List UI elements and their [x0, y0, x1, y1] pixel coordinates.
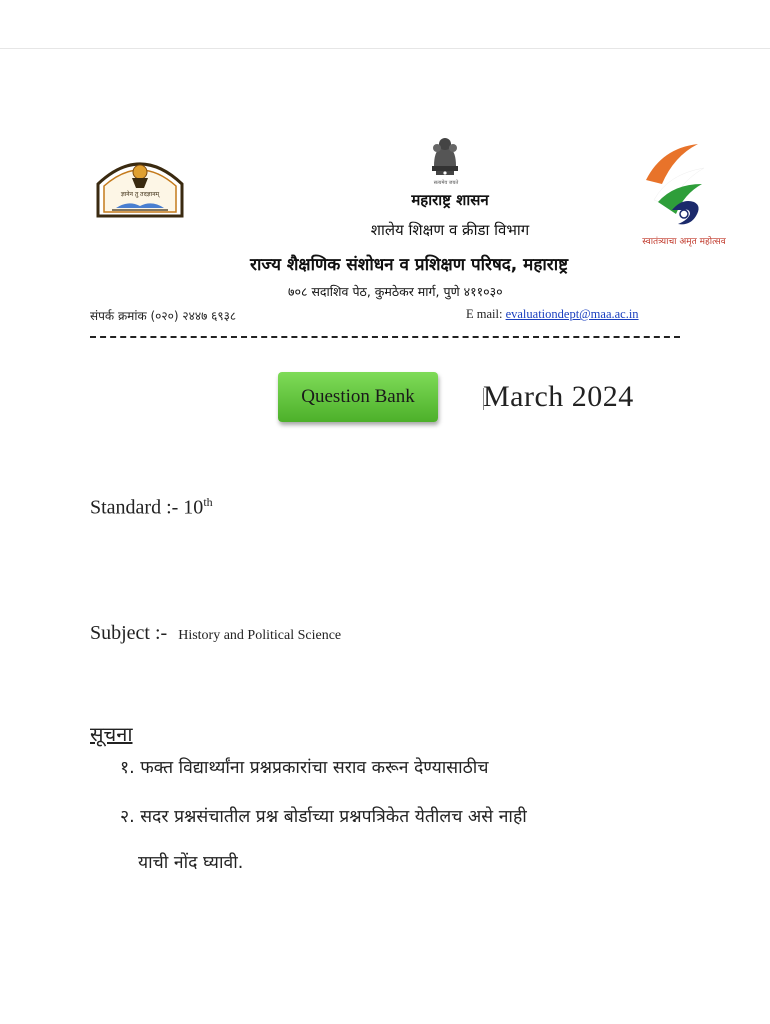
standard-line — [90, 495, 213, 520]
standard-suffix: th — [203, 495, 213, 509]
top-divider — [0, 48, 770, 49]
subject-line — [90, 622, 341, 645]
address: ७०८ सदाशिव पेठ, कुमठेकर मार्ग, पुणे ४११०३० — [288, 284, 503, 299]
month-year: March 2024 — [483, 380, 634, 413]
govt-title: महाराष्ट्र शासन — [411, 191, 489, 209]
subject-label: Subject :- — [90, 622, 168, 644]
svg-text:ज्ञानेन तु तदज्ञानम्: ज्ञानेन तु तदज्ञानम् — [120, 191, 160, 198]
email-label: E mail: — [466, 307, 503, 321]
question-bank-badge: Question Bank — [278, 372, 438, 422]
emblem-motto: सत्यमेव जयते — [433, 180, 459, 186]
email-line — [466, 307, 639, 322]
dashed-divider — [90, 336, 680, 338]
email-link[interactable]: evaluationdept@maa.ac.in — [505, 307, 639, 321]
standard-label: Standard :- 10 — [90, 496, 204, 519]
council-title: राज्य शैक्षणिक संशोधन व प्रशिक्षण परिषद, महाराष्ट्र — [250, 255, 569, 275]
contact-number: संपर्क क्रमांक (०२०) २४४७ ६९३८ — [90, 309, 237, 323]
notice-line-2: २. सदर प्रश्नसंचातील प्रश्न बोर्डाच्या प्रश्नपत्रिकेत येतीलच असे नाही — [120, 807, 527, 827]
notice-line-1: १. फक्त विद्यार्थ्यांना प्रश्नप्रकारांचा सराव करून देण्यासाठीच — [120, 758, 489, 778]
notice-heading: सूचना — [90, 722, 133, 746]
notice-line-3: याची नोंद घ्यावी. — [138, 853, 244, 873]
subject-value: History and Political Science — [178, 628, 342, 643]
department-title: शालेय शिक्षण व क्रीडा विभाग — [370, 221, 530, 239]
amrit-mahotsav-caption: स्वातंत्र्याचा अमृत महोत्सव — [642, 237, 726, 247]
